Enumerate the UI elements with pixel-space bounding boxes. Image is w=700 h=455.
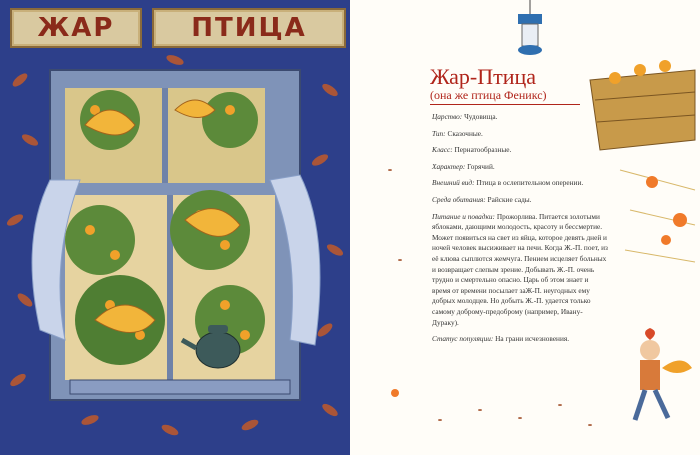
- banner-left-text: ЖАР: [37, 13, 115, 43]
- field-label: Внешний вид:: [432, 178, 475, 188]
- field-appearance: [432, 178, 608, 189]
- field-value: Горячий.: [467, 161, 495, 171]
- banner-right-text: ПТИЦА: [191, 13, 307, 43]
- field-value: Райские сады.: [487, 194, 532, 204]
- banner-right: [152, 8, 346, 48]
- field-class: [432, 145, 608, 156]
- field-label: Тип:: [432, 128, 446, 138]
- right-page: [350, 0, 700, 455]
- field-label: Класс:: [432, 145, 453, 155]
- field-value: Чудовища.: [464, 112, 498, 121]
- field-kingdom: [432, 112, 608, 123]
- field-value: На грани исчезновения.: [495, 334, 570, 344]
- field-label: Царство:: [432, 112, 463, 121]
- running-boy-illustration: [635, 328, 692, 420]
- page-subtitle: (она же птица Феникс): [430, 88, 547, 102]
- field-label: Среда обитания:: [432, 194, 486, 204]
- field-label: Статус популяции:: [432, 334, 494, 344]
- field-character: [432, 162, 608, 173]
- lantern-icon: [518, 0, 542, 55]
- field-value: Пернатообразные.: [454, 145, 512, 155]
- window-sill: [70, 380, 290, 394]
- field-label: Питание и повадки:: [432, 211, 495, 221]
- description-body: [432, 112, 608, 351]
- page-title: Жар-Птица: [430, 64, 537, 89]
- field-value: Прожорлива. Питается золотыми яблоками, дающими молодость, красоту и бессмертие. Может появиться на свет из яйца, которое девять дней и ночей человек высиживает на печи. Когда Ж.-П. поет, из её клюва сыплются жемчуга. Пением исцеляет больных и возвращает слепым зрение. Добывать Ж.-П. очень трудно и смертельно опасно. Царь об этом знает и время от времени посылает заЖ-П. неугодных ему добрых молодцев. Но добыть Ж.-П. удается только самому доброму-предоброму (например, Ивану-Дураку).: [432, 211, 608, 327]
- title-underline: [430, 104, 580, 105]
- banner-left: [10, 8, 142, 48]
- field-population-status: [432, 334, 608, 345]
- field-type: [432, 129, 608, 140]
- field-diet-habits: [432, 212, 608, 329]
- field-habitat: [432, 195, 608, 206]
- field-value: Птица в ослепительном оперении.: [476, 178, 584, 188]
- field-label: Характер:: [432, 161, 466, 171]
- field-value: Сказочные.: [447, 128, 483, 138]
